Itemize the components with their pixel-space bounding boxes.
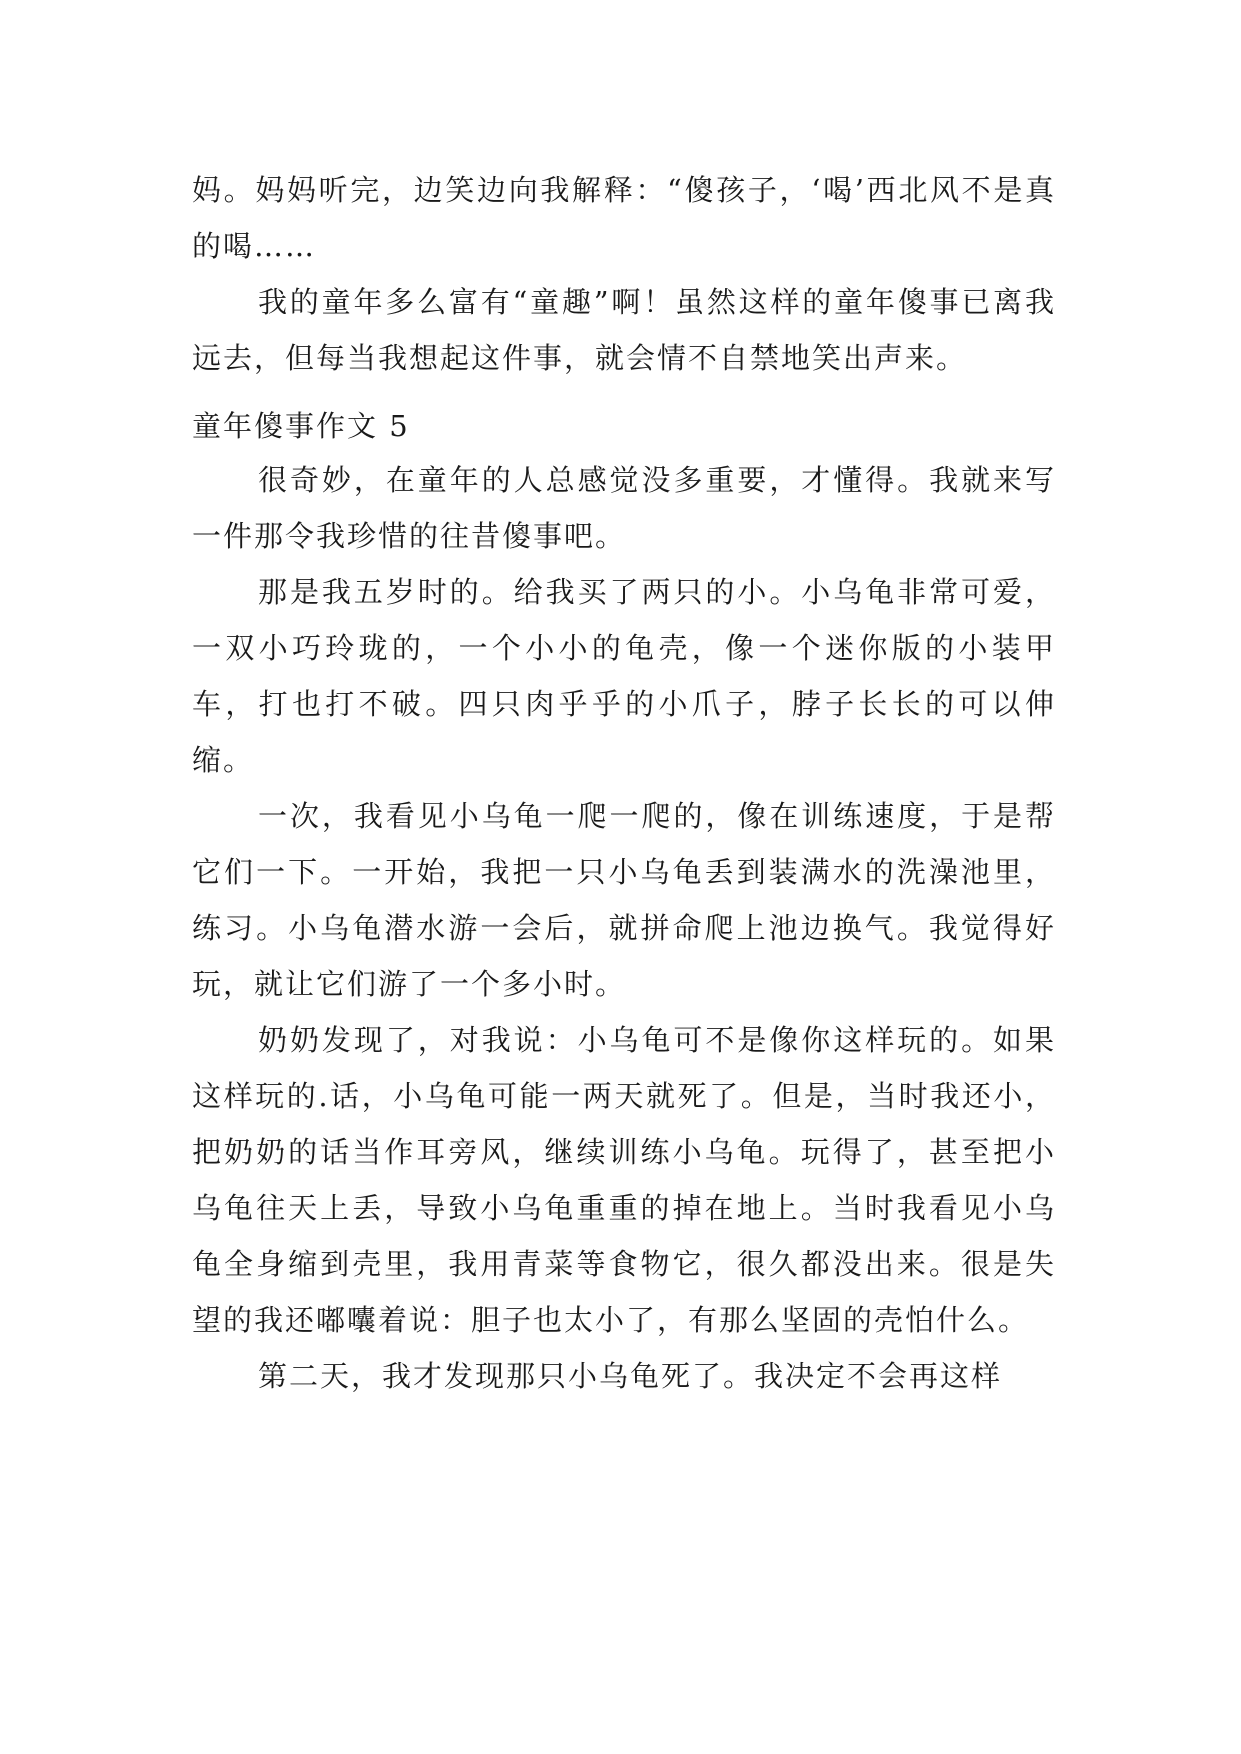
paragraph-grandma: 奶奶发现了，对我说：小乌龟可不是像你这样玩的。如果这样玩的.话，小乌龟可能一两天就死了。但是，当时我还小，把奶奶的话当作耳旁风，继续训练小乌龟。玩得了，甚至把小乌龟往天上丢，导致小乌龟重重的掉在地上。当时我看见小乌龟全身缩到壳里，我用青菜等食物它，很久都没出来。很是失望的我还嘟囔着说：胆子也太小了，有那么坚固的壳怕什么。 xyxy=(192,1023,1056,1337)
paragraph-turtles: 那是我五岁时的。给我买了两只的小。小乌龟非常可爱，一双小巧玲珑的，一个小小的龟壳，像一个迷你版的小装甲车，打也打不破。四只肉乎乎的小爪子，脖子长长的可以伸缩。 xyxy=(192,575,1056,777)
section-title: 童年傻事作文 5 xyxy=(192,409,410,443)
paragraph-continuation: 妈。妈妈听完，边笑边向我解释：“傻孩子，‘喝’西北风不是真的喝…… xyxy=(192,173,1056,263)
paragraph-intro: 很奇妙，在童年的人总感觉没多重要，才懂得。我就来写一件那令我珍惜的往昔傻事吧。 xyxy=(192,463,1056,553)
paragraph-group-top xyxy=(192,162,1056,386)
paragraph-training: 一次，我看见小乌龟一爬一爬的，像在训练速度，于是帮它们一下。一开始，我把一只小乌龟丢到装满水的洗澡池里，练习。小乌龟潜水游一会后，就拼命爬上池边换气。我觉得好玩，就让它们游了一个多小时。 xyxy=(192,799,1056,1001)
paragraph-group-essay xyxy=(192,452,1056,1404)
paragraph-next-day: 第二天，我才发现那只小乌龟死了。我决定不会再这样 xyxy=(258,1359,1003,1393)
paragraph-conclusion: 我的童年多么富有“童趣”啊！虽然这样的童年傻事已离我远去，但每当我想起这件事，就会情不自禁地笑出声来。 xyxy=(192,285,1056,375)
